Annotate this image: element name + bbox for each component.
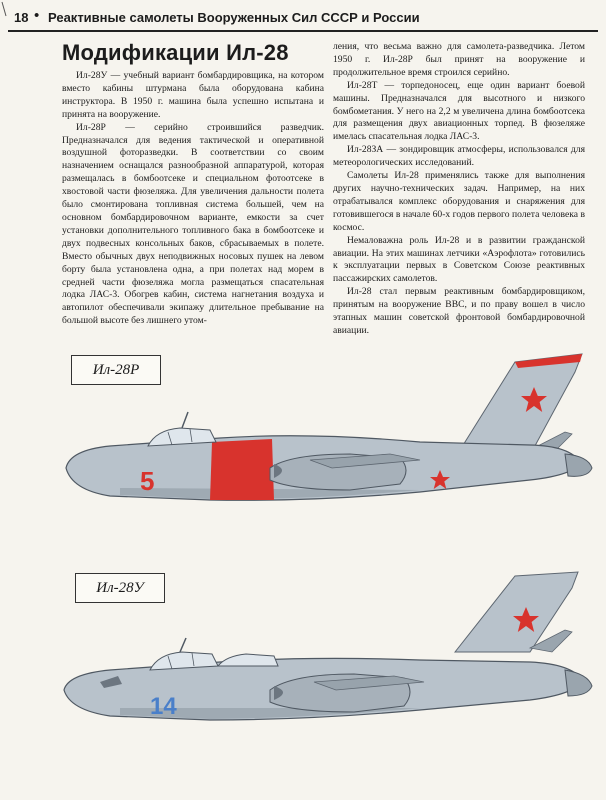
paragraph: Немаловажна роль Ил-28 и в развитии гражданской авиации. На этих машинах летчики «Аэрофлота» готовились к эксплуатации первых в Советском Союзе реактивных пассажирских самолетов. xyxy=(333,234,585,285)
page-number: 18 xyxy=(14,10,29,25)
illustration-label-il-28r: Ил-28Р xyxy=(71,355,161,385)
left-text-column xyxy=(62,70,324,328)
header-separator: • xyxy=(34,8,40,24)
paragraph: Ил-28Р — серийно строившийся разведчик. Предназначался для ведения тактической и оперативной воздушной фоторазведки. В соответствии со своим назначением оснащался разнообразной аппаратурой, которая размещалась в бомбоотсеке и специальном фотоотсеке в хвостовой части фюзеляжа. Для увеличения дальности полета было смонтирована топливная система большей, чем на основном бомбардировочном варианте, емкости за счет установки дополнительного топливного бака в бомбоотсеке и двух подвесных консольных баков, сбрасываемых в полете. Вместо обычных двух неподвижных носовых пушек на левом борту была установлена одна, а при полетах над морем в средней части фюзеляжа могла размещаться спасательная лодка ЛАС-3. Обогрев кабин, система нагнетания воздуха и автопилот обеспечивали экипажу длительное пребывание на большой высоте без лишнего утом- xyxy=(62,121,324,327)
tail-number: 5 xyxy=(140,466,155,496)
article-title: Модификации Ил-28 xyxy=(62,40,289,65)
paragraph: Ил-28Т — торпедоносец, еще один вариант боевой машины. Предназначался для высотного и низкого бомбометания. У него на 2,2 м увеличена длина бомбоотсека для размещения двух авиационных торпед. В фюзеляже имелась спасательная лодка ЛАС-3. xyxy=(333,79,585,143)
running-title: Реактивные самолеты Вооруженных Сил СССР и России xyxy=(48,10,420,25)
paragraph: Ил-28 стал первым реактивным бомбардировщиком, принятым на вооружение ВВС, и по праву вошел в число этапных машин советской фронтовой бомбардировочной авиации. xyxy=(333,286,585,336)
illustration-label-il-28u: Ил-28У xyxy=(75,573,165,603)
paragraph: Ил-28ЗА — зондировщик атмосферы, использовался для метеорологических исследований. xyxy=(333,144,585,169)
tail-number: 14 xyxy=(150,693,177,720)
paragraph: ления, что весьма важно для самолета-разведчика. Летом 1950 г. Ил-28Р был принят на вооружение и продолжительное время строился серийно. xyxy=(333,41,585,78)
paragraph: Ил-28У — учебный вариант бомбардировщика, на котором вместо кабины штурмана была оборудована кабина инструктора. В 1950 г. машина была успешно испытана и принята на вооружение. xyxy=(62,70,324,120)
paragraph: Самолеты Ил-28 применялись также для выполнения других научно-технических задач. Например, на них отрабатывался комплекс оборудования и снаряжения для готовившегося в начале 60-х годов первого полета человека в космос. xyxy=(333,170,585,233)
right-text-column xyxy=(333,41,585,338)
running-header xyxy=(8,8,598,32)
